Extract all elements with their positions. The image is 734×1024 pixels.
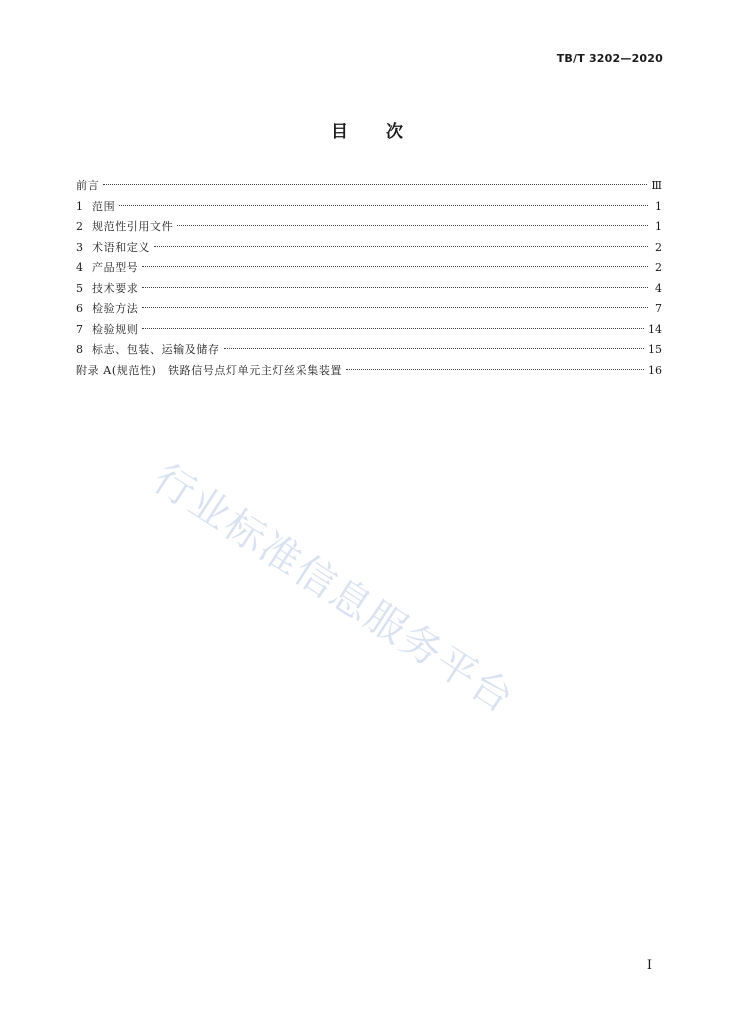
toc-leader-dots (142, 266, 648, 267)
toc-entry-number: 3 (76, 240, 83, 254)
toc-entry-3[interactable] (76, 238, 662, 259)
title-char-2: 次 (386, 122, 403, 142)
standard-number: TB/T 3202—2020 (556, 52, 663, 65)
watermark: 行业标准信息服务平台 (145, 455, 523, 723)
toc-entry-page: 16 (648, 363, 662, 377)
toc-leader-dots (177, 225, 648, 226)
toc-entry-page: 4 (655, 281, 662, 295)
toc-entry-number: 5 (76, 281, 83, 295)
toc-leader-dots (119, 205, 648, 206)
toc-entry-number: 8 (76, 343, 83, 356)
toc-leader-dots (142, 287, 648, 288)
toc-entry-title: 检验方法 (92, 302, 139, 315)
toc-entry-4[interactable] (76, 258, 662, 279)
toc-entry-number: 2 (76, 220, 83, 233)
toc-entry-number: 1 (76, 199, 83, 213)
toc-entry-title: 范围 (92, 199, 116, 213)
page-title (0, 117, 734, 142)
toc-entry-1[interactable] (76, 197, 662, 218)
toc-entry-page: 1 (655, 220, 662, 233)
toc-entry-title: 前言 (76, 179, 100, 192)
toc-entry-7[interactable] (76, 320, 662, 341)
toc-entry-title: 规范性引用文件 (92, 220, 174, 233)
toc-entry-title: 产品型号 (92, 261, 139, 274)
toc-entry-title: 附录 A(规范性) 铁路信号点灯单元主灯丝采集装置 (76, 363, 343, 377)
toc-leader-dots (154, 246, 648, 247)
toc-leader-dots (346, 369, 644, 370)
toc-entry-foreword[interactable] (76, 176, 662, 197)
page-number: I (646, 958, 652, 973)
toc-entry-number: 4 (76, 261, 83, 274)
toc-entry-2[interactable] (76, 217, 662, 238)
toc-entry-page: 7 (655, 302, 662, 315)
toc-entry-appendix-a[interactable] (76, 361, 662, 382)
toc-entry-page: 14 (648, 322, 662, 336)
toc-entry-title: 标志、包装、运输及储存 (92, 343, 220, 356)
toc-leader-dots (142, 328, 644, 329)
toc-entry-page: 2 (655, 240, 662, 254)
toc-entry-6[interactable] (76, 299, 662, 320)
toc-entry-5[interactable] (76, 279, 662, 300)
toc-entry-number: 7 (76, 322, 83, 336)
toc-entry-page: 15 (648, 343, 662, 356)
toc-entry-title: 技术要求 (92, 281, 139, 295)
toc-leader-dots (142, 307, 648, 308)
toc-entry-number: 6 (76, 302, 83, 315)
toc-entry-title: 检验规则 (92, 322, 139, 336)
toc-entry-title: 术语和定义 (92, 240, 150, 254)
toc-leader-dots (224, 348, 644, 349)
table-of-contents (76, 176, 662, 381)
toc-entry-page: Ⅲ (651, 179, 662, 192)
title-char-1: 目 (331, 122, 348, 142)
toc-entry-8[interactable] (76, 340, 662, 361)
toc-entry-page: 1 (655, 199, 662, 213)
toc-entry-page: 2 (655, 261, 662, 274)
toc-leader-dots (103, 184, 647, 185)
